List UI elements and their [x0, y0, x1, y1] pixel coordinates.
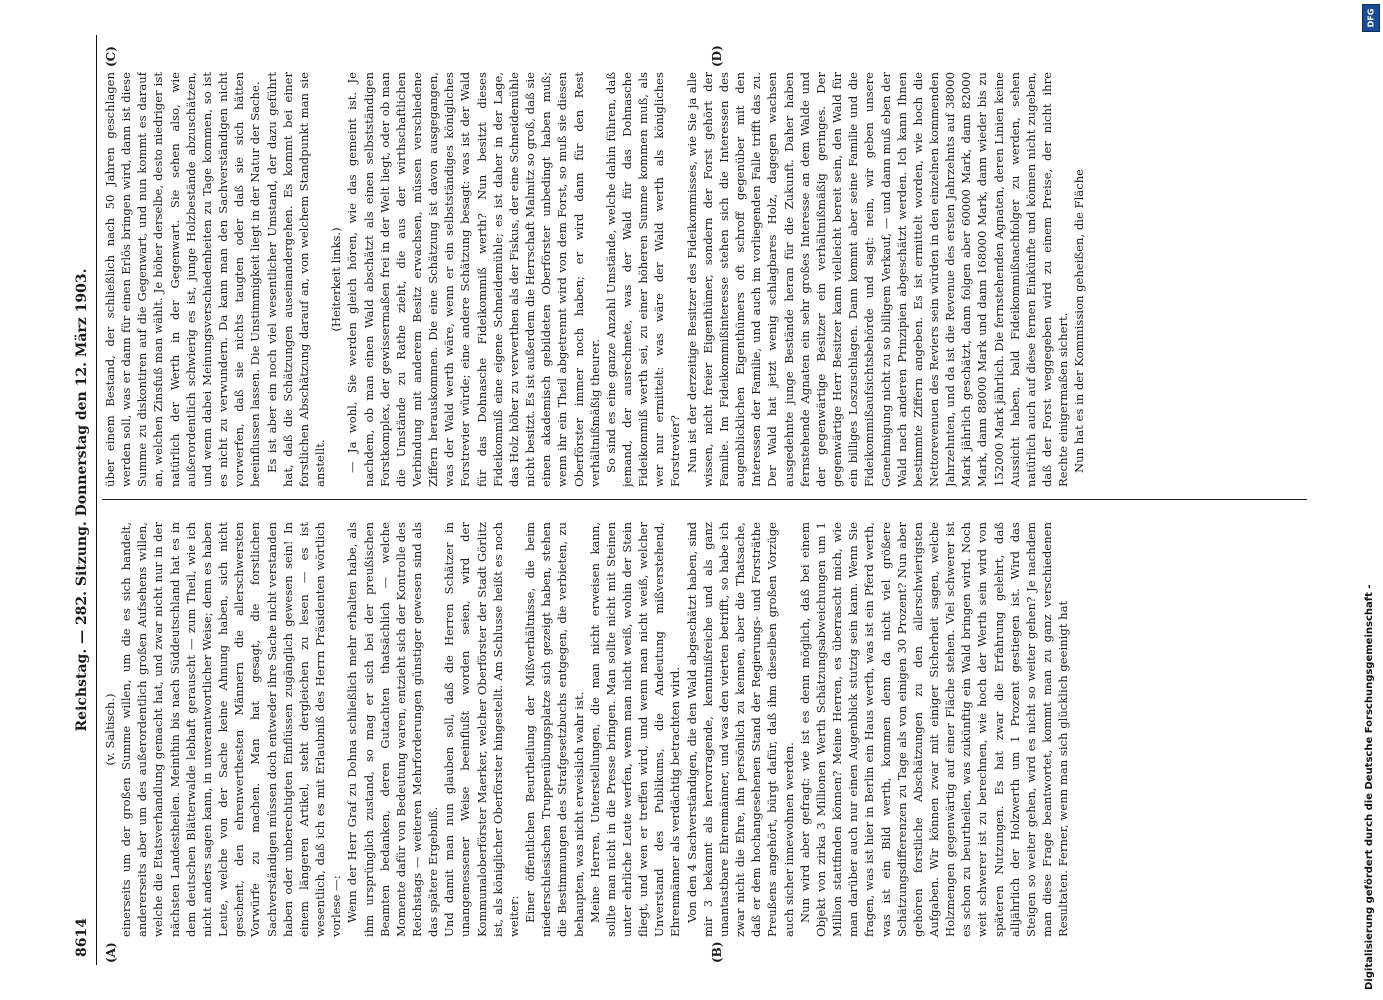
paragraph: Nun wird aber gefragt: wie ist es denn möglich, daß bei einem Objekt von zirka 3 Millionen Werth Schätzungsabweichungen um 1 Million stattfinden können? Meine Herren, es überrascht mich, wie man darüber auch nur einen Augenblick stutzig sein kann. Wenn Sie fragen, was ist hier in Berlin ein Haus werth, was ist ein Pferd werth, was ist ein Bild werth, kommen denn da nicht viel größere Schätzungsdifferenzen zu Tage als von einigen 30 Prozent? Nun aber gehören forstliche Abschätzungen zu den allerschwierigsten Aufgaben. Wir können zwar mit einiger Sicherheit sagen, welche Holzmengen gegenwärtig auf einer Fläche stehen. Viel schwerer ist es schon zu beurtheilen, was zukünftig ein Wald bringen wird. Noch weit schwerer ist zu berechnen, wie hoch der Werth sein wird von späteren Nutzungen. Es hat zwar die Erfahrung gelehrt, daß alljährlich der Holzwerth um 1 Prozent gestiegen ist. Wird das Steigen so weiter gehen, wird es nicht so weiter gehen? Je nachdem man diese Frage beantwortet, kommt man zu ganz verschiedenen Resultaten. Ferner, wenn man sich glücklich geeinigt hat [797, 522, 1071, 937]
interjection: (Heiterkeit links.) [329, 227, 344, 332]
margin-marker-d: (D) [710, 45, 724, 67]
paragraph: über einem Bestand, der schließlich nach 50 Jahren geschlagen werden soll, was er dann für einen Erlös bringen wird, dann ist diese Summe zu diskontiren auf die Gegenwart, und nun kommt es darauf an, welchen Zinsfuß man wählt. Je höher derselbe, desto niedriger ist natürlich der Werth in der Gegenwart. Sie sehen also, wie außerordentlich schwierig es ist, junge Holzbestände abzuschätzen, und wenn dabei Meinungsverschiedenheiten zu Tage kommen, so ist es nicht zu verwundern. Da kann man den Sachverständigen nicht vorwerfen, daß sie nichts taugten oder daß sie sich hätten beeinflussen lassen. Die Unstimmigkeit liegt in der Natur der Sache. [103, 72, 263, 487]
paragraph: einerseits um der großen Summe willen, um die es sich handelt, andererseits aber um des außerordentlich großen Aufsehens willen, welche die Etatsverhandlung gemacht hat, und zwar nicht nur in der nächsten Landestheilen. Meinthin bis nach Süddeutschland hat es in dem deutschen Blätterwalde lebhaft gerauscht — zum Theil, wie ich nicht anders sagen kann, in unverantwortlicher Weise; denn es haben Leute, welche von der Sache keine Ahnung haben, sich nicht geschent, den ehrenwerthesten Männern die allerschwersten Vorwürfe zu machen. Man hat gesagt, die forstlichen Sachverständigen müssen doch entweder ihre Sache nicht verstanden haben oder unberechtigten Einflüssen zugänglich gewesen sein! In einem längeren Artikel, steht dergleichen zu lesen — es ist wesentlich, daß ich es mit Erlaubniß des Herrn Präsidenten wörtlich vorlese —: [119, 522, 344, 937]
quoted-paragraph: Einer öffentlichen Beurtheilung der Mißverhältnisse, die beim niederschlesischen Truppenübungsplatze sich gezeigt haben, stehen die Bestimmungen des Strafgesetzbuchs entgegen, die verbieten, zu behaupten, was nicht erweislich wahr ist. [523, 522, 586, 937]
paragraph: Meine Herren, Unterstellungen, die man nicht erweisen kann, sollte man nicht in die Presse bringen. Man sollte nicht mit Steinen unter ehrliche Leute werfen, wenn man nicht weiß, wohin der Stein fliegt, und wen er treffen wird, und wenn man nicht weiß, welcher Unverstand des Publikums, die Andeutung mißverstehend, Ehrenmänner als verdächtig betrachten wird. [587, 522, 683, 937]
speaker-name: (v. Saltisch.) [103, 693, 117, 766]
running-title: Reichstag. — 282. Sitzung. Donnerstag den 12. März 1903. [74, 268, 90, 732]
digitization-credit: Digitalisierung gefördert durch die Deutsche Forschungsgemeinschaft - [1364, 584, 1375, 990]
rotated-scan-page [70, 35, 1320, 965]
paragraph: Nun ist der derzeitige Besitzer des Fideikommisses, wie Sie ja alle wissen, nicht freier Eigenthümer, sondern der Forst gehört der Familie. Im Fideikommißinteresse stehen sich die Interessen des augenblicklichen Eigenthümers oft schroff gegenüber mit den Interessen der Familie, und auch im vorliegenden Falle trifft das zu. Der Wald hat jetzt wenig schlagbares Holz, dagegen wachsen ausgedehnte junge Bestände heran für die Zukunft. Daher haben fernstehende Agnaten ein sehr großes Interesse an dem Walde und der gegenwärtige Besitzer ein verhältnißmäßig geringes. Der gegenwärtige Herr Besitzer kann vielleicht bereit sein, den Wald für ein billiges Loszuschlagen. Dann kommt aber seine Familie und die Fideikommißaufsichtsbehörde und sagt: nein, wir geben unsere Genehmigung nicht zu so billigem Verkauf, — und dann muß eben der Wald nach anderen Prinzipien abgeschätzt werden. Ich kann Ihnen bestimmte Ziffern angeben. Es ist ermittelt worden, wie hoch die Nettorevenuen des Reviers sein würden in den einzelnen kommenden Jahrzehnten, und da ist die Revenue des ersten Jahrzehnts auf 38000 Mark jährlich geschätzt, dann folgen aber 60000 Mark, dann 82000 Mark, dann 88000 Mark und dann 168000 Mark, dann wieder bis zu 152000 Mark jährlich. Die fernstehenden Agnaten, deren Linien keine Aussicht haben, bald Fideikommißnachfolger zu werden, sehen natürlich auch auf diese fernen Einkünfte und können nicht zugeben, daß der Forst weggegeben wird zu einem Preise, der nicht ihre Rechte einigermaßen sichert. [684, 72, 1071, 487]
header-rule [96, 35, 97, 965]
dfg-logo-text: DFG [1366, 8, 1376, 28]
page-header [70, 35, 96, 965]
paragraph: So sind es eine ganze Anzahl Umstände, welche dahin führen, daß jemand, der ausrechnete, was der Wald für das Dohnasche Fideikommiß werth sei, zu einer höheren Summe kommen muß, als wer nur ermittelt: was wäre der Wald werth als königliches Forstrevier? [603, 72, 683, 487]
left-text-column [102, 522, 1307, 937]
quoted-paragraph: Wenn der Herr Graf zu Dohna schließlich mehr erhalten habe, als ihm ursprünglich zustand, so mag er sich bei der preußischen Beamten bedanken, deren Gutachten thatsächlich — welche Momente dafür von Bedeutung waren, entzieht sich der Kontrolle des Reichstags — weiteren Mehrforderungen günstiger gewesen sind als das spätere Ergebniß. [345, 522, 441, 937]
column-divider [102, 499, 1307, 500]
margin-marker-b: (B) [710, 941, 724, 963]
paragraph: Und damit man nun glauben soll, daß die Herren Schätzer in unangemessener Weise beeinflußt worden seien, wird der Kommunaloberförster Maerker, welcher Oberförster der Stadt Görlitz ist, als königlicher Oberförster hingestellt. Am Schlusse heißt es noch weiter: [442, 522, 521, 937]
page-number: 8614 [74, 918, 90, 957]
paragraph: Von den 4 Sachverständigen, die den Wald abgeschätzt haben, sind mir 3 bekannt als hervorragende, kenntnißreiche und als ganz unantastbare Ehrenmänner, und was den vierten betrifft, so habe ich zwar nicht die Ehre, ihn persönlich zu kennen, aber die Thatsache, daß er dem hochangesehenen Stand der Regierungs- und Forsträthe Preußens angehört, bürgt dafür, daß ihm dieselben großen Vorzüge auch sicher innewohnen werden. [684, 522, 796, 937]
margin-marker-a: (A) [104, 942, 118, 963]
right-text-column [102, 72, 1307, 487]
paragraph: — Ja wohl, Sie werden gleich hören, wie das gemeint ist. Je nachdem, ob man einen Wald abschätzt als einen selbstständigen Forstkomplex, der gewissermaßen frei in der Welt liegt, oder ob man die Umstände zu Rathe zieht, die aus der wirthschaftlichen Verbindung mit anderem Besitz erwachsen, müssen verschiedene Ziffern herauskommen. Die eine Schätzung ist davon ausgegangen, was der Wald werth wäre, wenn er ein selbstständiges königliches Forstrevier würde; eine andere Schätzung besagt: was ist der Wald für das Dohnasche Fideikommiß werth? Nun besitzt dieses Fideikommiß eine eigene Schneidemühle; es ist daher in der Lage, das Holz höher zu verwerthen als der Fiskus, der eine Schneidemühle nicht besitzt. Es ist außerdem die Herrschaft Malmitz so groß, daß sie einen akademisch gebildeten Oberförster unbedingt haben muß; wenn ihr ein Theil abgetrennt wird von dem Forst, so muß sie diesen Oberförster immer noch haben; er wird dann für den Rest verhältnißmäßig theurer. [345, 72, 602, 487]
dfg-logo [1362, 4, 1380, 32]
paragraph: Es ist aber ein noch viel wesentlicher Umstand, der dazu geführt hat, daß die Schätzungen auseinandergehen. Es kommt bei einer forstlichen Abschätzung darauf an, von welchem Standpunkt man sie anstellt. [264, 72, 328, 487]
margin-marker-c: (C) [104, 46, 118, 67]
paragraph: Nun hat es in der Kommission geheißen, die Fläche [1072, 168, 1087, 473]
